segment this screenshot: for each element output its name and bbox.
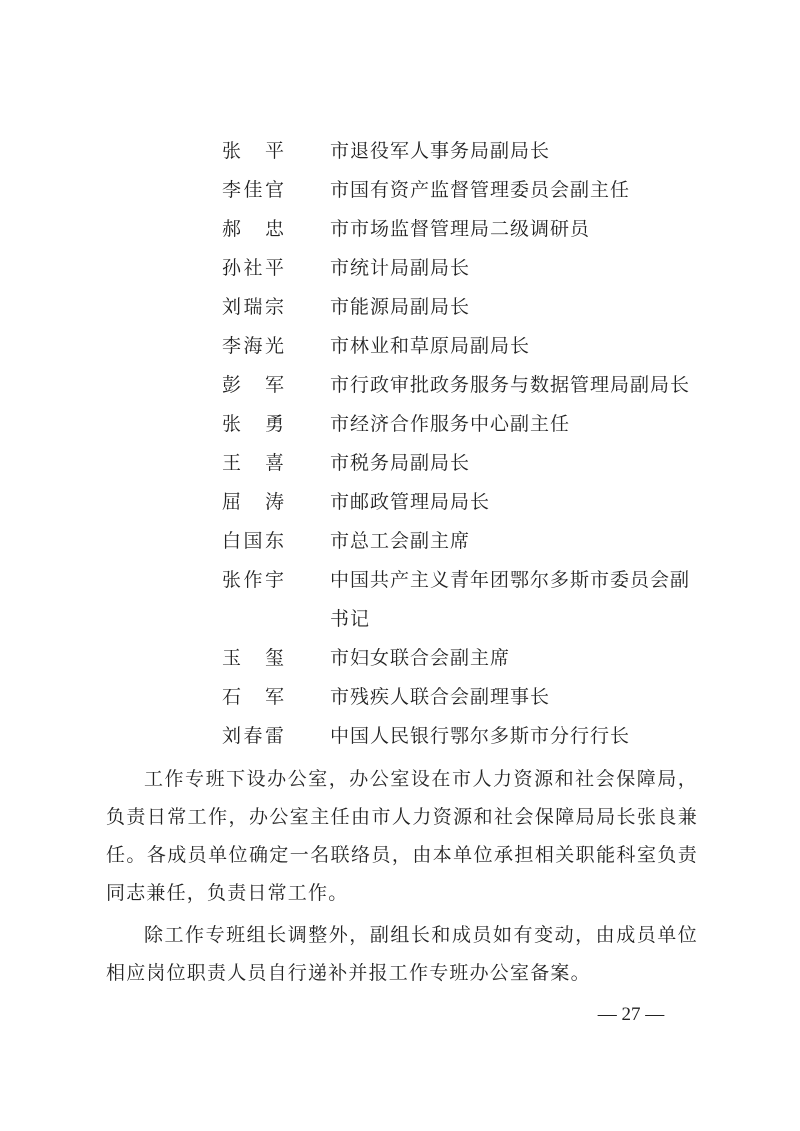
member-row <box>0 678 800 717</box>
name-char: 雷 <box>264 725 284 747</box>
member-name <box>222 678 284 717</box>
name-char: 彭 <box>222 374 242 396</box>
member-title: 市统计局副局长 <box>330 257 471 279</box>
member-name <box>222 522 284 561</box>
member-row <box>0 366 800 405</box>
name-char: 春 <box>243 725 263 747</box>
name-char: 勇 <box>264 413 284 435</box>
member-name <box>222 483 284 522</box>
name-char: 官 <box>264 179 284 201</box>
member-row <box>0 327 800 366</box>
adjustment-paragraph: 除工作专班组长调整外，副组长和成员如有变动，由成员单位相应岗位职责人员自行递补并报工作专班办公室备案。 <box>106 924 698 984</box>
name-char: 军 <box>264 374 284 396</box>
member-row <box>0 717 800 756</box>
name-char: 喜 <box>264 452 284 474</box>
name-char: 平 <box>264 257 284 279</box>
name-char: 作 <box>243 569 263 591</box>
name-char: 宇 <box>264 569 284 591</box>
member-row <box>0 444 800 483</box>
member-row <box>0 249 800 288</box>
name-char: 石 <box>222 686 242 708</box>
member-title: 市残疾人联合会副理事长 <box>330 686 551 708</box>
name-char: 屈 <box>222 491 242 513</box>
name-char: 李 <box>222 179 242 201</box>
name-char: 宗 <box>264 296 284 318</box>
name-char: 郝 <box>222 218 242 240</box>
member-name <box>222 639 284 678</box>
member-name <box>222 405 284 444</box>
member-title: 市市场监督管理局二级调研员 <box>330 218 591 240</box>
member-title: 市税务局副局长 <box>330 452 471 474</box>
name-char: 光 <box>264 335 284 357</box>
member-list <box>0 132 800 756</box>
name-char: 东 <box>264 530 284 552</box>
name-char: 张 <box>222 413 242 435</box>
name-char: 白 <box>222 530 242 552</box>
member-name <box>222 366 284 405</box>
name-char: 忠 <box>264 218 284 240</box>
member-title: 市能源局副局长 <box>330 296 471 318</box>
member-title: 市行政审批政务服务与数据管理局副局长 <box>330 374 691 396</box>
name-char: 刘 <box>222 296 242 318</box>
member-name <box>222 171 284 210</box>
name-char: 刘 <box>222 725 242 747</box>
name-char: 佳 <box>243 179 263 201</box>
member-name <box>222 561 284 600</box>
name-char: 张 <box>222 140 242 162</box>
member-title: 中国人民银行鄂尔多斯市分行行长 <box>330 725 631 747</box>
name-char: 张 <box>222 569 242 591</box>
member-row <box>0 483 800 522</box>
member-title: 市退役军人事务局副局长 <box>330 140 551 162</box>
member-title: 市经济合作服务中心副主任 <box>330 413 571 435</box>
office-paragraph: 工作专班下设办公室，办公室设在市人力资源和社会保障局，负责日常工作，办公室主任由市人力资源和社会保障局局长张良兼任。各成员单位确定一名联络员，由本单位承担相关职能科室负责同志兼任，负责日常工作。 <box>106 768 698 904</box>
member-title: 中国共产主义青年团鄂尔多斯市委员会副书记 <box>330 569 691 630</box>
name-char: 李 <box>222 335 242 357</box>
member-row <box>0 288 800 327</box>
name-char: 社 <box>243 257 263 279</box>
member-row <box>0 171 800 210</box>
name-char: 国 <box>243 530 263 552</box>
page-number: — 27 — <box>597 1004 665 1025</box>
member-name <box>222 717 284 756</box>
name-char: 海 <box>243 335 263 357</box>
member-name <box>222 210 284 249</box>
member-name <box>222 288 284 327</box>
name-char: 玉 <box>222 647 242 669</box>
name-char: 平 <box>264 140 284 162</box>
name-char: 涛 <box>264 491 284 513</box>
member-name <box>222 327 284 366</box>
member-name <box>222 444 284 483</box>
name-char: 孙 <box>222 257 242 279</box>
member-row <box>0 132 800 171</box>
member-row <box>0 639 800 678</box>
member-title: 市林业和草原局副局长 <box>330 335 531 357</box>
member-title: 市总工会副主席 <box>330 530 471 552</box>
name-char: 王 <box>222 452 242 474</box>
name-char: 玺 <box>264 647 284 669</box>
member-row <box>0 405 800 444</box>
member-row <box>0 522 800 561</box>
name-char: 军 <box>264 686 284 708</box>
member-row <box>0 210 800 249</box>
member-title: 市国有资产监督管理委员会副主任 <box>330 179 631 201</box>
member-title: 市妇女联合会副主席 <box>330 647 511 669</box>
member-title: 市邮政管理局局长 <box>330 491 491 513</box>
member-name <box>222 249 284 288</box>
member-name <box>222 132 284 171</box>
name-char: 瑞 <box>243 296 263 318</box>
member-row <box>0 561 800 639</box>
